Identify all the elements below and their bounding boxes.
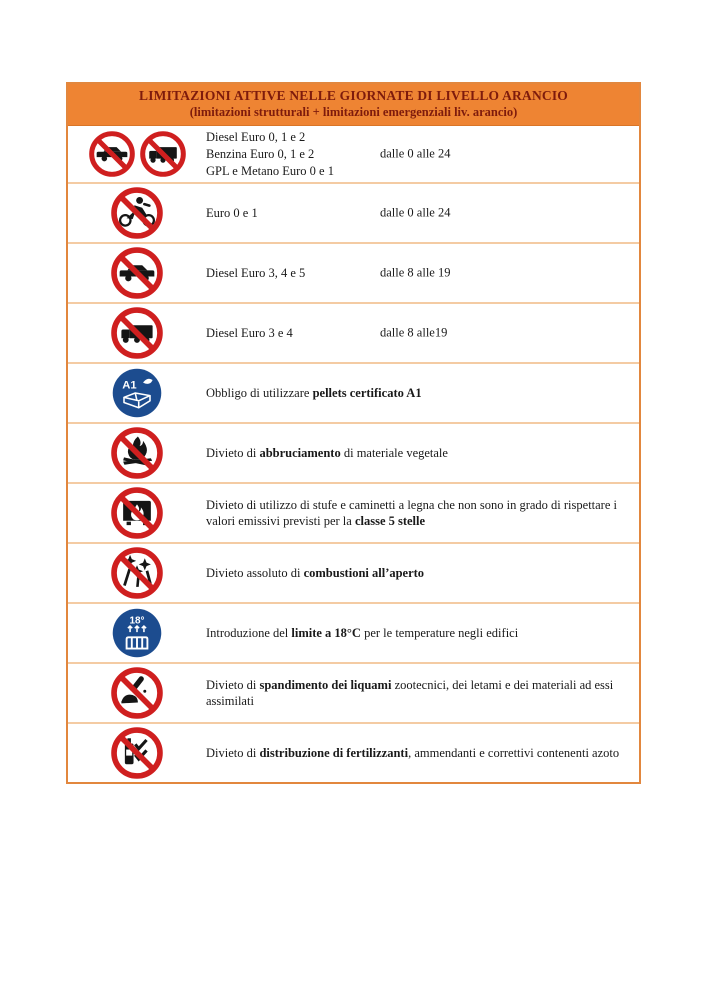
table-title: LIMITAZIONI ATTIVE NELLE GIORNATE DI LIVELLO ARANCIO — [139, 88, 568, 103]
no-open-burning-icon — [111, 427, 163, 479]
no-motorcycle-icon — [111, 187, 163, 239]
sign-cell — [68, 727, 206, 779]
no-car-icon — [111, 247, 163, 299]
restriction-row — [68, 126, 639, 182]
svg-text:A1: A1 — [122, 379, 137, 392]
description-line: Benzina Euro 0, 1 e 2 — [206, 146, 315, 161]
sign-cell — [68, 367, 206, 419]
restriction-row — [68, 302, 639, 362]
table-header — [68, 84, 639, 126]
no-slurry-spreading-icon — [111, 667, 163, 719]
sign-cell — [68, 187, 206, 239]
description-line: Diesel Euro 0, 1 e 2 — [206, 130, 306, 144]
description-line: Diesel Euro 3 e 4 — [206, 325, 293, 340]
pellet-a1-icon — [111, 367, 163, 419]
restrictions-table — [66, 82, 641, 784]
restriction-row — [68, 662, 639, 722]
sign-cell — [68, 247, 206, 299]
description-line: Diesel Euro 3, 4 e 5 — [206, 265, 306, 280]
no-truck-icon — [140, 131, 186, 177]
no-fertilizer-icon — [111, 727, 163, 779]
description-line: GPL e Metano Euro 0 e 1 — [206, 163, 334, 178]
time-range: dalle 0 alle 24 — [380, 146, 451, 161]
description-line: Obbligo di utilizzare pellets certificato A1 — [206, 385, 422, 400]
time-range: dalle 8 alle19 — [380, 325, 448, 340]
sign-cell — [68, 487, 206, 539]
restriction-row — [68, 362, 639, 422]
restriction-rows — [68, 126, 639, 782]
description-line: Divieto di spandimento dei liquami zootecnici, dei letami e dei materiali ad essi assimilati — [206, 677, 614, 709]
description-line: Divieto di utilizzo di stufe e caminetti a legna che non sono in grado di rispettare i valori emissivi previsti per la classe 5 stelle — [206, 497, 617, 529]
sign-cell — [68, 427, 206, 479]
restriction-description — [206, 745, 639, 762]
sign-cell — [68, 547, 206, 599]
restriction-row — [68, 542, 639, 602]
restriction-description — [206, 445, 639, 462]
description-line: Divieto di distribuzione di fertilizzanti, ammendanti e correttivi contenenti azoto — [206, 745, 620, 760]
no-fireworks-icon — [111, 547, 163, 599]
restriction-description — [206, 497, 639, 531]
time-range: dalle 0 alle 24 — [380, 205, 451, 220]
restriction-description — [206, 677, 639, 711]
description-line: Euro 0 e 1 — [206, 205, 258, 220]
sign-cell — [68, 667, 206, 719]
table-subtitle: (limitazioni strutturali + limitazioni emergenziali liv. arancio) — [189, 105, 518, 119]
no-truck-icon — [111, 307, 163, 359]
restriction-description — [206, 565, 639, 582]
no-wood-stove-icon — [111, 487, 163, 539]
restriction-row — [68, 242, 639, 302]
temperature-18-icon — [111, 607, 163, 659]
restriction-row — [68, 422, 639, 482]
description-line: Divieto di abbruciamento di materiale vegetale — [206, 445, 448, 460]
restriction-row — [68, 182, 639, 242]
restriction-description — [206, 625, 639, 642]
description-line: Introduzione del limite a 18°C per le temperature negli edifici — [206, 625, 519, 640]
restriction-row — [68, 602, 639, 662]
description-line: Divieto assoluto di combustioni all’aperto — [206, 565, 425, 580]
restriction-row — [68, 722, 639, 782]
sign-cell — [68, 131, 206, 177]
restriction-description — [206, 385, 639, 402]
sign-cell — [68, 607, 206, 659]
svg-text:18°: 18° — [129, 615, 145, 627]
no-car-icon — [89, 131, 135, 177]
restriction-row — [68, 482, 639, 542]
time-range: dalle 8 alle 19 — [380, 265, 451, 280]
sign-cell — [68, 307, 206, 359]
